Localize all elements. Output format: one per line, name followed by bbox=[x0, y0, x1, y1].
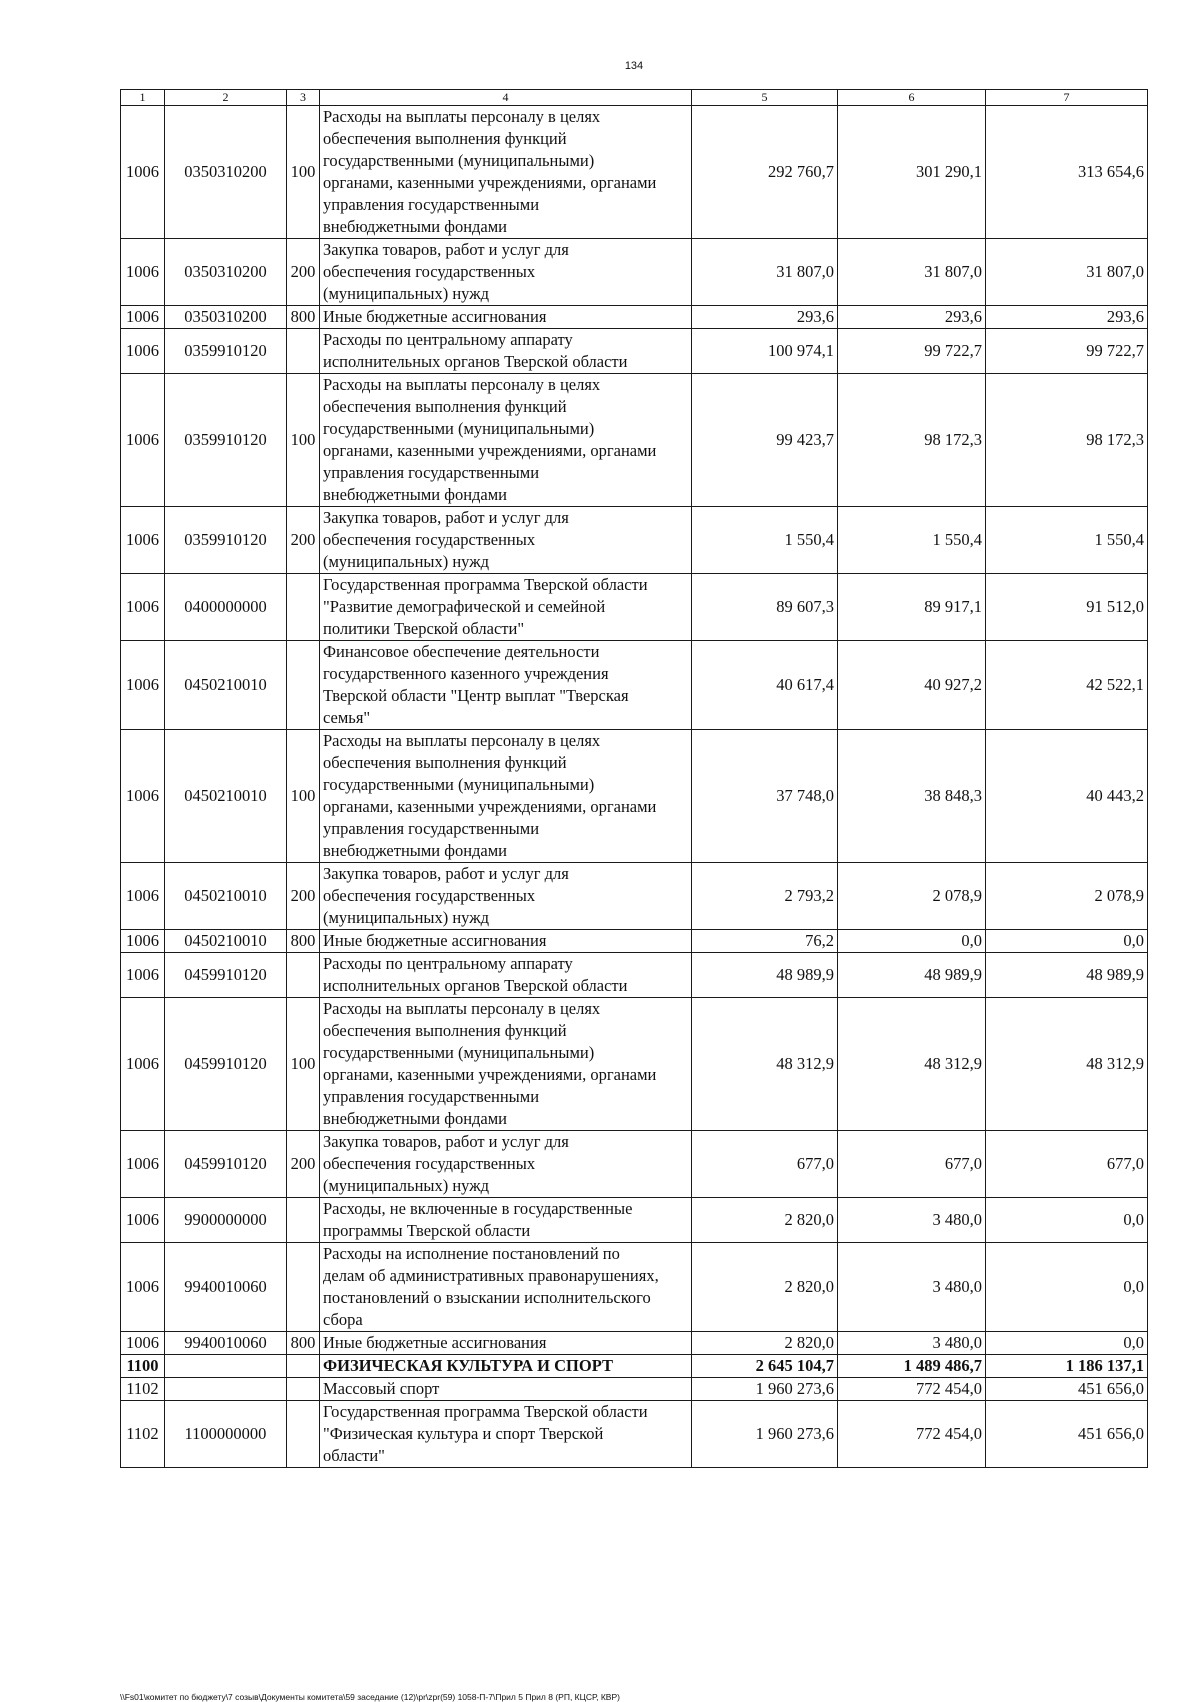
expense-type-code-cell bbox=[287, 953, 320, 998]
table-row bbox=[121, 106, 1148, 239]
amount-col6-cell: 98 172,3 bbox=[838, 374, 986, 507]
description-cell: Расходы по центральному аппарату исполнительных органов Тверской области bbox=[320, 329, 692, 374]
amount-col6-cell: 301 290,1 bbox=[838, 106, 986, 239]
target-article-code-cell: 1100000000 bbox=[165, 1401, 287, 1468]
table-row bbox=[121, 1401, 1148, 1468]
amount-col7-cell: 0,0 bbox=[986, 1198, 1148, 1243]
amount-col7-cell: 31 807,0 bbox=[986, 239, 1148, 306]
amount-col5-cell: 89 607,3 bbox=[692, 574, 838, 641]
amount-col7-cell: 40 443,2 bbox=[986, 730, 1148, 863]
table-row bbox=[121, 998, 1148, 1131]
table-row bbox=[121, 374, 1148, 507]
description-cell: Иные бюджетные ассигнования bbox=[320, 930, 692, 953]
section-code-cell: 1006 bbox=[121, 374, 165, 507]
amount-col5-cell: 292 760,7 bbox=[692, 106, 838, 239]
amount-col5-cell: 2 793,2 bbox=[692, 863, 838, 930]
description-cell: Расходы на выплаты персоналу в целях обеспечения выполнения функций государственными (муниципальными) органами, казенными учреждениями, органами управления государственными внебюджетными фондами bbox=[320, 730, 692, 863]
section-code-cell: 1006 bbox=[121, 1332, 165, 1355]
amount-col6-cell: 1 489 486,7 bbox=[838, 1355, 986, 1378]
expense-type-code-cell: 800 bbox=[287, 306, 320, 329]
amount-col6-cell: 3 480,0 bbox=[838, 1332, 986, 1355]
amount-col7-cell: 42 522,1 bbox=[986, 641, 1148, 730]
amount-col7-cell: 1 550,4 bbox=[986, 507, 1148, 574]
target-article-code-cell: 0459910120 bbox=[165, 953, 287, 998]
description-cell: Финансовое обеспечение деятельности государственного казенного учреждения Тверской области "Центр выплат "Тверская семья" bbox=[320, 641, 692, 730]
description-cell: Иные бюджетные ассигнования bbox=[320, 306, 692, 329]
section-code-cell: 1100 bbox=[121, 1355, 165, 1378]
amount-col7-cell: 0,0 bbox=[986, 930, 1148, 953]
amount-col7-cell: 48 312,9 bbox=[986, 998, 1148, 1131]
expense-type-code-cell: 100 bbox=[287, 998, 320, 1131]
amount-col5-cell: 293,6 bbox=[692, 306, 838, 329]
description-cell: Государственная программа Тверской области "Физическая культура и спорт Тверской области" bbox=[320, 1401, 692, 1468]
expense-type-code-cell: 100 bbox=[287, 730, 320, 863]
expense-type-code-cell: 800 bbox=[287, 1332, 320, 1355]
description-cell: Закупка товаров, работ и услуг для обеспечения государственных (муниципальных) нужд bbox=[320, 1131, 692, 1198]
target-article-code-cell: 9940010060 bbox=[165, 1332, 287, 1355]
table-row bbox=[121, 1198, 1148, 1243]
amount-col7-cell: 313 654,6 bbox=[986, 106, 1148, 239]
column-header: 6 bbox=[838, 90, 986, 106]
table-row bbox=[121, 641, 1148, 730]
expense-type-code-cell: 100 bbox=[287, 106, 320, 239]
section-code-cell: 1006 bbox=[121, 306, 165, 329]
table-row bbox=[121, 1332, 1148, 1355]
expense-type-code-cell bbox=[287, 1355, 320, 1378]
target-article-code-cell: 0450210010 bbox=[165, 863, 287, 930]
amount-col6-cell: 3 480,0 bbox=[838, 1198, 986, 1243]
amount-col7-cell: 91 512,0 bbox=[986, 574, 1148, 641]
amount-col7-cell: 48 989,9 bbox=[986, 953, 1148, 998]
expense-type-code-cell bbox=[287, 329, 320, 374]
section-code-cell: 1006 bbox=[121, 1131, 165, 1198]
table-row bbox=[121, 730, 1148, 863]
table-row bbox=[121, 329, 1148, 374]
amount-col6-cell: 3 480,0 bbox=[838, 1243, 986, 1332]
section-code-cell: 1006 bbox=[121, 641, 165, 730]
table-row bbox=[121, 1131, 1148, 1198]
expense-type-code-cell bbox=[287, 574, 320, 641]
target-article-code-cell: 9900000000 bbox=[165, 1198, 287, 1243]
section-code-cell: 1102 bbox=[121, 1401, 165, 1468]
description-cell: Расходы на выплаты персоналу в целях обеспечения выполнения функций государственными (муниципальными) органами, казенными учреждениями, органами управления государственными внебюджетными фондами bbox=[320, 106, 692, 239]
amount-col6-cell: 2 078,9 bbox=[838, 863, 986, 930]
expense-type-code-cell bbox=[287, 1243, 320, 1332]
expense-type-code-cell: 200 bbox=[287, 863, 320, 930]
amount-col5-cell: 40 617,4 bbox=[692, 641, 838, 730]
target-article-code-cell: 0359910120 bbox=[165, 329, 287, 374]
amount-col5-cell: 48 312,9 bbox=[692, 998, 838, 1131]
column-number-row bbox=[121, 90, 1148, 106]
amount-col6-cell: 89 917,1 bbox=[838, 574, 986, 641]
amount-col7-cell: 2 078,9 bbox=[986, 863, 1148, 930]
description-cell: Расходы по центральному аппарату исполнительных органов Тверской области bbox=[320, 953, 692, 998]
table-row bbox=[121, 507, 1148, 574]
target-article-code-cell: 0450210010 bbox=[165, 641, 287, 730]
budget-table bbox=[120, 89, 1148, 1468]
amount-col5-cell: 2 820,0 bbox=[692, 1243, 838, 1332]
table-row bbox=[121, 239, 1148, 306]
amount-col7-cell: 293,6 bbox=[986, 306, 1148, 329]
description-cell: Расходы на исполнение постановлений по делам об административных правонарушениях, постановлений о взыскании исполнительского сбора bbox=[320, 1243, 692, 1332]
section-code-cell: 1102 bbox=[121, 1378, 165, 1401]
target-article-code-cell: 0350310200 bbox=[165, 106, 287, 239]
section-code-cell: 1006 bbox=[121, 730, 165, 863]
amount-col5-cell: 1 550,4 bbox=[692, 507, 838, 574]
description-cell: Иные бюджетные ассигнования bbox=[320, 1332, 692, 1355]
amount-col6-cell: 31 807,0 bbox=[838, 239, 986, 306]
column-header: 5 bbox=[692, 90, 838, 106]
column-header: 1 bbox=[121, 90, 165, 106]
section-code-cell: 1006 bbox=[121, 863, 165, 930]
amount-col5-cell: 1 960 273,6 bbox=[692, 1378, 838, 1401]
expense-type-code-cell bbox=[287, 1378, 320, 1401]
table-row bbox=[121, 1243, 1148, 1332]
target-article-code-cell: 0350310200 bbox=[165, 306, 287, 329]
target-article-code-cell: 0450210010 bbox=[165, 730, 287, 863]
expense-type-code-cell: 200 bbox=[287, 239, 320, 306]
section-code-cell: 1006 bbox=[121, 329, 165, 374]
amount-col7-cell: 0,0 bbox=[986, 1332, 1148, 1355]
amount-col5-cell: 76,2 bbox=[692, 930, 838, 953]
amount-col5-cell: 2 645 104,7 bbox=[692, 1355, 838, 1378]
table-row bbox=[121, 863, 1148, 930]
amount-col5-cell: 677,0 bbox=[692, 1131, 838, 1198]
table-row bbox=[121, 1378, 1148, 1401]
amount-col5-cell: 2 820,0 bbox=[692, 1332, 838, 1355]
amount-col5-cell: 37 748,0 bbox=[692, 730, 838, 863]
amount-col6-cell: 48 989,9 bbox=[838, 953, 986, 998]
amount-col6-cell: 99 722,7 bbox=[838, 329, 986, 374]
section-code-cell: 1006 bbox=[121, 574, 165, 641]
expense-type-code-cell bbox=[287, 1401, 320, 1468]
section-code-cell: 1006 bbox=[121, 998, 165, 1131]
target-article-code-cell: 0459910120 bbox=[165, 998, 287, 1131]
amount-col5-cell: 48 989,9 bbox=[692, 953, 838, 998]
table-row bbox=[121, 1355, 1148, 1378]
amount-col6-cell: 40 927,2 bbox=[838, 641, 986, 730]
amount-col6-cell: 48 312,9 bbox=[838, 998, 986, 1131]
table-row bbox=[121, 574, 1148, 641]
table-row bbox=[121, 953, 1148, 998]
amount-col6-cell: 772 454,0 bbox=[838, 1378, 986, 1401]
column-header: 3 bbox=[287, 90, 320, 106]
description-cell: Закупка товаров, работ и услуг для обеспечения государственных (муниципальных) нужд bbox=[320, 863, 692, 930]
amount-col6-cell: 772 454,0 bbox=[838, 1401, 986, 1468]
amount-col6-cell: 38 848,3 bbox=[838, 730, 986, 863]
amount-col6-cell: 677,0 bbox=[838, 1131, 986, 1198]
column-header: 2 bbox=[165, 90, 287, 106]
target-article-code-cell: 0450210010 bbox=[165, 930, 287, 953]
amount-col7-cell: 451 656,0 bbox=[986, 1378, 1148, 1401]
amount-col6-cell: 293,6 bbox=[838, 306, 986, 329]
footer-file-path: \\Fs01\комитет по бюджету\7 созыв\Документы комитета\59 заседание (12)\pr\zpr(59) 1058-П-7\Прил 5 Прил 8 (РП, КЦСР, КВР) bbox=[120, 1692, 620, 1702]
section-code-cell: 1006 bbox=[121, 239, 165, 306]
section-code-cell: 1006 bbox=[121, 953, 165, 998]
description-cell: Расходы на выплаты персоналу в целях обеспечения выполнения функций государственными (муниципальными) органами, казенными учреждениями, органами управления государственными внебюджетными фондами bbox=[320, 374, 692, 507]
expense-type-code-cell: 200 bbox=[287, 507, 320, 574]
target-article-code-cell: 0350310200 bbox=[165, 239, 287, 306]
target-article-code-cell bbox=[165, 1378, 287, 1401]
section-code-cell: 1006 bbox=[121, 106, 165, 239]
amount-col7-cell: 0,0 bbox=[986, 1243, 1148, 1332]
table-row bbox=[121, 306, 1148, 329]
description-cell: Закупка товаров, работ и услуг для обеспечения государственных (муниципальных) нужд bbox=[320, 239, 692, 306]
column-header: 7 bbox=[986, 90, 1148, 106]
expense-type-code-cell bbox=[287, 641, 320, 730]
amount-col5-cell: 2 820,0 bbox=[692, 1198, 838, 1243]
amount-col7-cell: 99 722,7 bbox=[986, 329, 1148, 374]
expense-type-code-cell bbox=[287, 1198, 320, 1243]
page-number: 134 bbox=[624, 60, 644, 72]
description-cell: Расходы, не включенные в государственные программы Тверской области bbox=[320, 1198, 692, 1243]
amount-col7-cell: 451 656,0 bbox=[986, 1401, 1148, 1468]
target-article-code-cell: 0359910120 bbox=[165, 374, 287, 507]
description-cell: Закупка товаров, работ и услуг для обеспечения государственных (муниципальных) нужд bbox=[320, 507, 692, 574]
amount-col5-cell: 31 807,0 bbox=[692, 239, 838, 306]
target-article-code-cell: 9940010060 bbox=[165, 1243, 287, 1332]
amount-col7-cell: 1 186 137,1 bbox=[986, 1355, 1148, 1378]
description-cell: Государственная программа Тверской области "Развитие демографической и семейной политики Тверской области" bbox=[320, 574, 692, 641]
amount-col7-cell: 98 172,3 bbox=[986, 374, 1148, 507]
amount-col7-cell: 677,0 bbox=[986, 1131, 1148, 1198]
amount-col6-cell: 1 550,4 bbox=[838, 507, 986, 574]
amount-col5-cell: 100 974,1 bbox=[692, 329, 838, 374]
target-article-code-cell bbox=[165, 1355, 287, 1378]
section-code-cell: 1006 bbox=[121, 1198, 165, 1243]
column-header: 4 bbox=[320, 90, 692, 106]
section-code-cell: 1006 bbox=[121, 507, 165, 574]
table-row bbox=[121, 930, 1148, 953]
target-article-code-cell: 0459910120 bbox=[165, 1131, 287, 1198]
section-code-cell: 1006 bbox=[121, 930, 165, 953]
amount-col6-cell: 0,0 bbox=[838, 930, 986, 953]
description-cell: Массовый спорт bbox=[320, 1378, 692, 1401]
amount-col5-cell: 1 960 273,6 bbox=[692, 1401, 838, 1468]
target-article-code-cell: 0400000000 bbox=[165, 574, 287, 641]
expense-type-code-cell: 800 bbox=[287, 930, 320, 953]
description-cell: ФИЗИЧЕСКАЯ КУЛЬТУРА И СПОРТ bbox=[320, 1355, 692, 1378]
amount-col5-cell: 99 423,7 bbox=[692, 374, 838, 507]
expense-type-code-cell: 200 bbox=[287, 1131, 320, 1198]
section-code-cell: 1006 bbox=[121, 1243, 165, 1332]
expense-type-code-cell: 100 bbox=[287, 374, 320, 507]
target-article-code-cell: 0359910120 bbox=[165, 507, 287, 574]
description-cell: Расходы на выплаты персоналу в целях обеспечения выполнения функций государственными (муниципальными) органами, казенными учреждениями, органами управления государственными внебюджетными фондами bbox=[320, 998, 692, 1131]
